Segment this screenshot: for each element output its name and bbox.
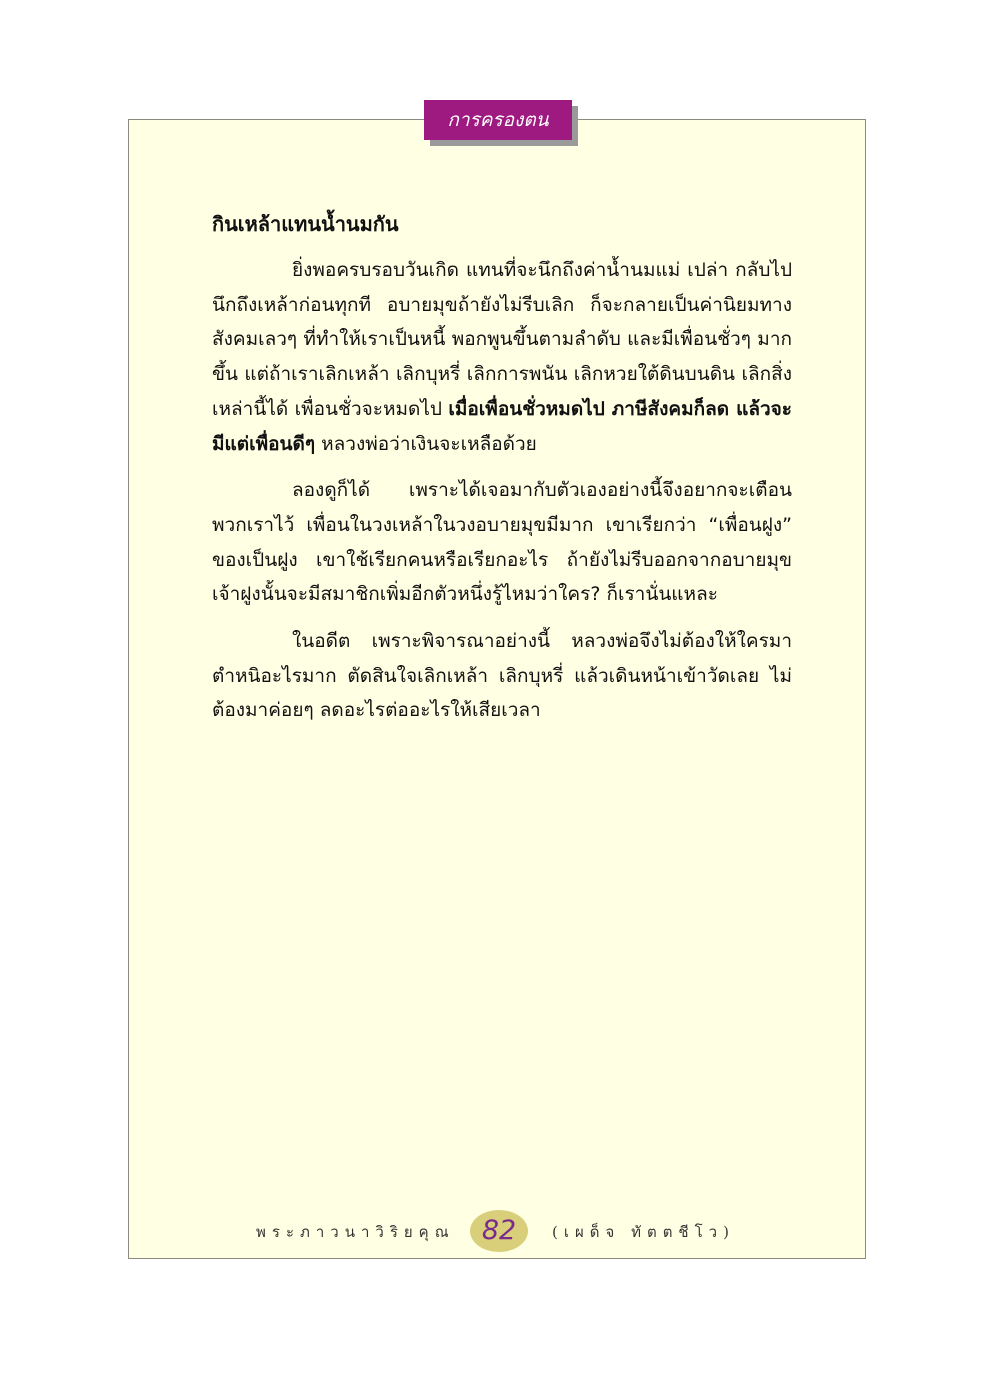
section-tab: การครองตน	[424, 100, 572, 140]
article	[212, 206, 792, 740]
paragraph-1-text: ยิ่งพอครบรอบวันเกิด แทนที่จะนึกถึงค่าน้ำนมแม่ เปล่า กลับไปนึกถึงเหล้าก่อนทุกที อบายมุขถ้ายังไม่รีบเลิก ก็จะกลายเป็นค่านิยมทางสังคมเลวๆ ที่ทำให้เราเป็นหนี้ พอกพูนขึ้นตามลำดับ และมีเพื่อนชั่วๆ มากขึ้น แต่ถ้าเราเลิกเหล้า เลิกบุหรี่ เลิกการพนัน เลิกหวยใต้ดินบนดิน เลิกสิ่งเหล่านี้ได้ เพื่อนชั่วจะหมดไป	[212, 259, 792, 420]
paragraph-2-text: ลองดูก็ได้ เพราะได้เจอมากับตัวเองอย่างนี้จึงอยากจะเตือนพวกเราไว้ เพื่อนในวงเหล้าในวงอบายมุขมีมาก เขาเรียกว่า “เพื่อนฝูง” ของเป็นฝูง เขาใช้เรียกคนหรือเรียกอะไร ถ้ายังไม่รีบออกจากอบายมุข เจ้าฝูงนั้นจะมีสมาชิกเพิ่มอีกตัวหนึ่งรู้ไหมว่าใคร? ก็เรานั่นแหละ	[212, 479, 792, 606]
page-number: 82	[481, 1215, 517, 1246]
paragraph-3-text: ในอดีต เพราะพิจารณาอย่างนี้ หลวงพ่อจึงไม่ต้องให้ใครมาตำหนิอะไรมาก ตัดสินใจเลิกเหล้า เลิกบุหรี่ แล้วเดินหน้าเข้าวัดเลย ไม่ต้องมาค่อยๆ ลดอะไรต่ออะไรให้เสียเวลา	[212, 630, 792, 722]
footer-book-title: พระภาวนาวิริยคุณ	[256, 1223, 455, 1241]
paragraph-1	[212, 253, 792, 461]
article-title: กินเหล้าแทนน้ำนมกัน	[212, 212, 399, 236]
paragraph-3	[212, 624, 792, 728]
paragraph-2	[212, 473, 792, 612]
footer-author: (เผด็จ ทัตตชีโว)	[552, 1223, 735, 1241]
paragraph-1-tail-text: หลวงพ่อว่าเงินจะเหลือด้วย	[315, 432, 537, 455]
paragraph-1-bold-text: เมื่อเพื่อนชั่วหมดไป ภาษีสังคมก็ลด แล้วจะมีแต่เพื่อนดีๆ	[212, 397, 792, 455]
